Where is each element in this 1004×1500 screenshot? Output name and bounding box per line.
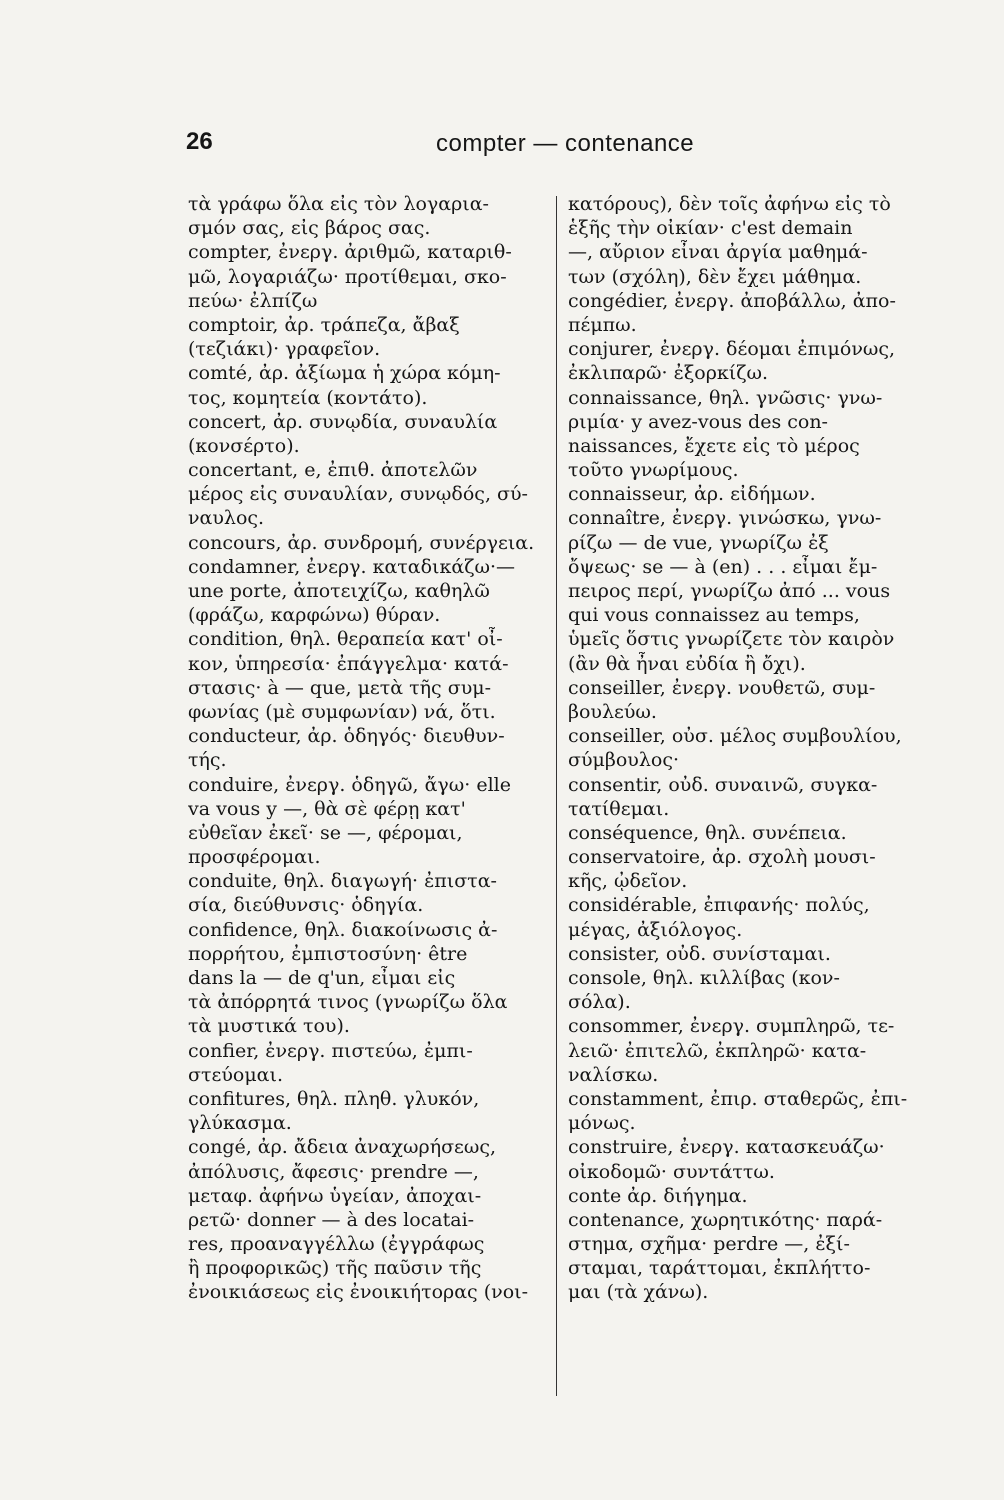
text-line: console, θηλ. κιλλίβας (κον- (568, 967, 840, 989)
running-head: compter — contenance (436, 130, 695, 157)
text-line: connaisseur, ἀρ. εἰδήμων. (568, 483, 816, 506)
text-line: ρετῶ· donner — à des locatai- (188, 1208, 475, 1231)
text-line: comptoir, ἀρ. τράπεζα, ἄβαξ (188, 313, 460, 336)
text-line: βουλεύω. (568, 700, 657, 723)
text-line: contenance, χωρητικότης· παρά- (568, 1208, 883, 1231)
text-line: ἀπόλυσις, ἄφεσις· prendre —, (188, 1160, 479, 1183)
text-line: construire, ἐνεργ. κατασκευάζω· (568, 1136, 885, 1159)
text-line: ἐνοικιάσεως εἰς ἐνοικιήτορας (νοι- (188, 1281, 528, 1304)
text-line: φωνίας (μὲ συμφωνίαν) νά, ὅτι. (188, 700, 496, 723)
text-line: ριμία· y avez-vous des con- (568, 410, 828, 433)
text-line: τὰ γράφω ὅλα εἰς τὸν λογαρια- (188, 193, 489, 215)
text-line: conducteur, ἀρ. ὁδηγός· διευθυν- (188, 725, 505, 748)
text-line: qui vous connaissez au temps, (568, 604, 860, 627)
text-line: μαι (τὰ χάνω). (568, 1281, 709, 1304)
text-line: προσφέρομαι. (188, 846, 321, 869)
left-column (188, 192, 548, 1305)
text-line: conduire, ἐνεργ. ὁδηγῶ, ἄγω· elle (188, 773, 511, 796)
right-column (568, 192, 928, 1305)
text-line: μέρος εἰς συναυλίαν, συνῳδός, σύ- (188, 483, 528, 506)
text-line: dans la — de q'un, εἶμαι εἰς (188, 967, 456, 989)
text-line: μῶ, λογαριάζω· προτίθεμαι, σκο- (188, 265, 507, 288)
text-line: conte ἀρ. διήγημα. (568, 1184, 748, 1207)
text-line: σόλα). (568, 991, 631, 1014)
text-line: λειῶ· ἐπιτελῶ, ἐκπληρῶ· κατα- (568, 1039, 867, 1062)
text-line: κῆς, ᾠδεῖον. (568, 870, 688, 893)
text-line: τὰ μυστικά του). (188, 1015, 350, 1038)
text-line: πέμπω. (568, 313, 637, 336)
text-line: concert, ἀρ. συνῳδία, συναυλία (188, 410, 498, 433)
text-line: ναυλος. (188, 507, 265, 530)
text-line: confitures, θηλ. πληθ. γλυκόν, (188, 1087, 480, 1110)
text-line: (φράζω, καρφώνω) θύραν. (188, 604, 441, 627)
text-line: πεύω· ἐλπίζω (188, 289, 318, 312)
text-line: congédier, ἐνεργ. ἀποβάλλω, ἀπο- (568, 289, 896, 312)
text-line: σταμαι, ταράττομαι, ἐκπλήττο- (568, 1257, 871, 1280)
text-line: ἢ προφορικῶς) τῆς παῦσιν τῆς (188, 1257, 482, 1280)
text-line: condition, θηλ. θεραπεία κατ' οἶ- (188, 628, 503, 651)
text-line: σμόν σας, εἰς βάρος σας. (188, 217, 431, 240)
text-line: ἐκλιπαρῶ· ἐξορκίζω. (568, 362, 769, 385)
text-line: conservatoire, ἀρ. σχολὴ μουσι- (568, 846, 876, 869)
text-line: τατίθεμαι. (568, 797, 670, 820)
text-line: στασις· à — que, μετὰ τῆς συμ- (188, 676, 492, 699)
text-line: res, προαναγγέλλω (ἐγγράφως (188, 1233, 485, 1256)
text-line: consentir, οὐδ. συναινῶ, συγκα- (568, 773, 878, 796)
text-line: ὑμεῖς ὅστις γνωρίζετε τὸν καιρὸν (568, 628, 895, 651)
text-line: σία, διεύθυνσις· ὁδηγία. (188, 894, 424, 917)
text-line: naissances, ἔχετε εἰς τὸ μέρος (568, 434, 860, 457)
text-line: (κονσέρτο). (188, 434, 300, 457)
text-line: considérable, ἐπιφανής· πολύς, (568, 894, 870, 917)
text-line: ἑξῆς τὴν οἰκίαν· c'est demain (568, 217, 853, 240)
text-line: consister, οὐδ. συνίσταμαι. (568, 942, 831, 965)
text-line: μέγας, ἀξιόλογος. (568, 918, 743, 941)
text-line: τος, κομητεία (κοντάτο). (188, 386, 428, 409)
text-line: conseiller, οὐσ. μέλος συμβουλίου, (568, 725, 902, 748)
text-line: conjurer, ἐνεργ. δέομαι ἐπιμόνως, (568, 338, 896, 361)
text-line: une porte, ἀποτειχίζω, καθηλῶ (188, 580, 490, 602)
text-line: congé, ἀρ. ἄδεια ἀναχωρήσεως, (188, 1136, 497, 1159)
text-line: εὐθεῖαν ἐκεῖ· se —, φέρομαι, (188, 821, 463, 844)
text-line: πορρήτου, ἐμπιστοσύνη· être (188, 942, 468, 965)
text-line: οἰκοδομῶ· συντάττω. (568, 1160, 775, 1183)
text-line: στεύομαι. (188, 1063, 283, 1086)
text-line: κατόρους), δὲν τοῖς ἀφήνω εἰς τὸ (568, 193, 891, 215)
text-line: consommer, ἐνεργ. συμπληρῶ, τε- (568, 1015, 895, 1038)
text-line: —, αὔριον εἶναι ἀργία μαθημά- (568, 241, 868, 264)
text-line: τοῦτο γνωρίμους. (568, 459, 739, 482)
text-line: πειρος περί, γνωρίζω ἀπό ... vous (568, 580, 891, 602)
text-line: στημα, σχῆμα· perdre —, ἐξί- (568, 1233, 850, 1256)
text-line: conduite, θηλ. διαγωγή· ἐπιστα- (188, 870, 497, 893)
text-line: confier, ἐνεργ. πιστεύω, ἐμπι- (188, 1039, 473, 1062)
text-line: ναλίσκω. (568, 1063, 659, 1086)
text-line: confidence, θηλ. διακοίνωσις ἀ- (188, 918, 498, 941)
text-line: concours, ἀρ. συνδρομή, συνέργεια. (188, 531, 535, 554)
text-line: va vous y —, θὰ σὲ φέρῃ κατ' (188, 797, 466, 820)
text-line: conseiller, ἐνεργ. νουθετῶ, συμ- (568, 676, 876, 699)
page-number: 26 (186, 128, 213, 155)
text-line: των (σχόλη), δὲν ἔχει μάθημα. (568, 265, 862, 288)
text-line: condamner, ἐνεργ. καταδικάζω·— (188, 555, 516, 578)
text-line: τὰ ἀπόρρητά τινος (γνωρίζω ὅλα (188, 991, 508, 1014)
column-divider (556, 196, 557, 1396)
text-line: compter, ἐνεργ. ἀριθμῶ, καταριθ- (188, 241, 512, 264)
page-header (186, 128, 786, 168)
text-line: concertant, e, ἐπιθ. ἀποτελῶν (188, 459, 478, 482)
text-line: constamment, ἐπιρ. σταθερῶς, ἐπι- (568, 1087, 908, 1110)
text-line: τής. (188, 749, 227, 772)
text-line: γλύκασμα. (188, 1112, 292, 1135)
text-line: (ἂν θὰ ἦναι εὐδία ἢ ὄχι). (568, 652, 806, 675)
text-line: conséquence, θηλ. συνέπεια. (568, 821, 847, 844)
text-line: connaître, ἐνεργ. γινώσκω, γνω- (568, 507, 882, 530)
text-line: μεταφ. ἀφήνω ὑγείαν, ἀποχαι- (188, 1184, 482, 1207)
text-line: μόνως. (568, 1112, 636, 1135)
text-line: comté, ἀρ. ἀξίωμα ἡ χώρα κόμη- (188, 362, 501, 385)
text-line: ρίζω — de vue, γνωρίζω ἐξ (568, 531, 829, 554)
text-line: σύμβουλος· (568, 749, 680, 772)
text-line: κον, ὑπηρεσία· ἐπάγγελμα· κατά- (188, 652, 509, 675)
text-line: connaissance, θηλ. γνῶσις· γνω- (568, 386, 883, 409)
text-line: (τεζιάκι)· γραφεῖον. (188, 338, 381, 361)
text-line: ὄψεως· se — à (en) . . . εἶμαι ἔμ- (568, 555, 878, 578)
